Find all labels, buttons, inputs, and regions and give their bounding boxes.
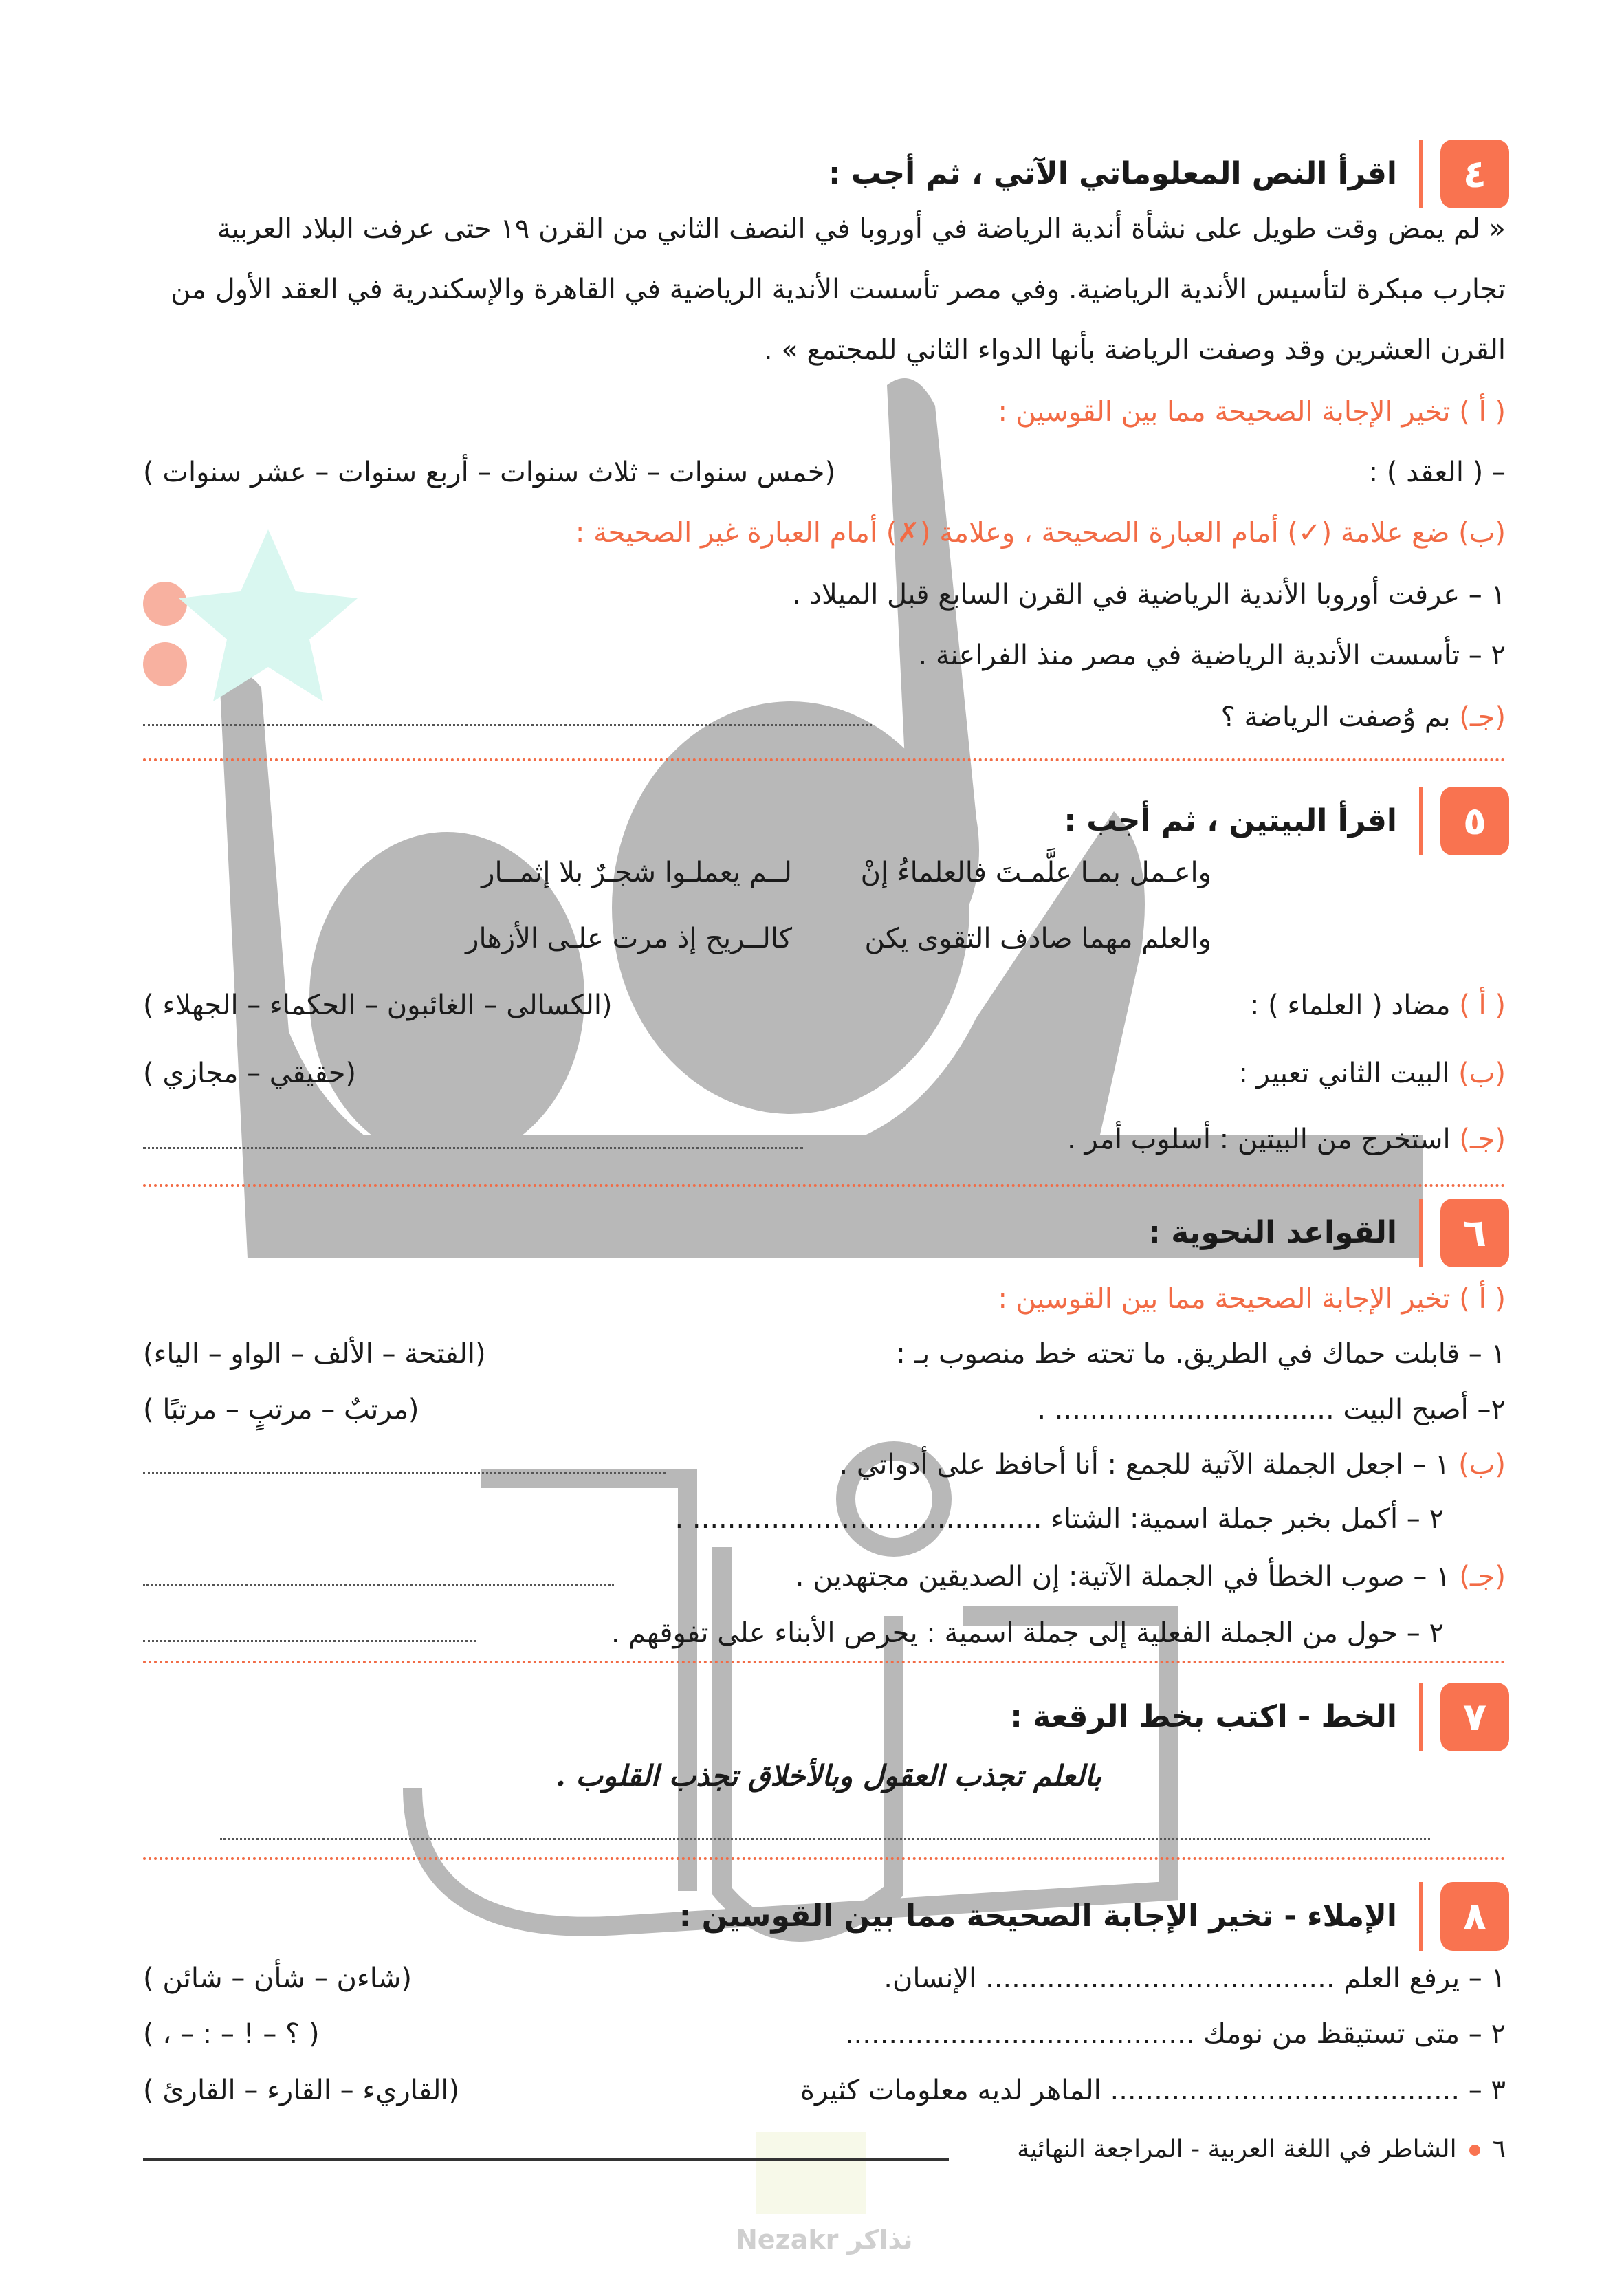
question-b2: ٢ – أكمل بخبر جملة اسمية: الشتاء ........................................ . [674,1503,1444,1535]
answer-line[interactable] [143,1147,803,1149]
footer-rule [143,2158,949,2161]
paragraph-line: القرن العشرين وقد وصفت الرياضة بأنها الدواء الثاني للمجتمع » . [763,334,1506,366]
verse-1-second-half: لــم يعملـوا شجـرٌ بلا إثمــار [481,857,792,888]
answer-options: (حقيقي – مجازي ) [143,1058,357,1089]
page-footer [1017,2128,1506,2172]
question-c2: ٢ – حول من الجملة الفعلية إلى جملة اسمية : يحرص الأبناء على تفوقهم . [611,1617,1444,1649]
question-marker: (ب) [1458,1449,1506,1480]
answer-options: (القاريء – القارء – القارئ ) [143,2075,460,2106]
section-title: اقرأ البيتين ، ثم أجب : [1064,803,1397,838]
section-title: اقرأ النص المعلوماتي الآتي ، ثم أجب : [828,156,1397,191]
answer-options: (خمس سنوات – ثلاث سنوات – أربع سنوات – عشر سنوات ) [143,457,836,488]
divider-bar [1419,140,1423,208]
answer-options: (شاءن – شأن – شائن ) [143,1963,413,1994]
answer-line[interactable] [143,1640,476,1642]
question-c [1067,1117,1506,1161]
question-a [1250,983,1506,1027]
answer-options: (الفتحة – الألف – الواو – الياء) [143,1338,486,1370]
question-3: ٣ – ........................................ الماهر لديه معلومات كثيرة [800,2075,1506,2106]
question-marker: (ب) [1458,1058,1506,1089]
answer-line[interactable] [143,1472,666,1474]
question-marker: (جـ) [1459,701,1506,733]
question-number-badge: ٧ [1440,1683,1509,1751]
instruction-a: ( أ ) تخير الإجابة الصحيحة مما بين القوسين : [998,396,1506,428]
answer-options: ( ؟ – ! – : – ، ) [143,2018,320,2050]
question-number-badge: ٤ [1440,140,1509,208]
question-text: ١ – اجعل الجملة الآتية للجمع : أنا أحافظ على أدواتي . [839,1449,1450,1480]
paragraph-line: « لم يمض وقت طويل على نشأة أندية الرياضة في أوروبا في النصف الثاني من القرن ١٩ حتى عرفت البلاد العربية [217,213,1506,245]
question-a2: ٢– أصبح البيت ................................ . [1037,1394,1506,1425]
question-a1: ١ – قابلت حماك في الطريق. ما تحته خط منصوب بـ : [896,1338,1506,1370]
divider-bar [1419,1199,1423,1267]
answer-options: (الكسالى – الغائبون – الحكماء – الجهلاء ) [143,990,613,1021]
question-text: ١ – صوب الخطأ في الجملة الآتية: إن الصديقين مجتهدين . [795,1561,1451,1593]
question-text: استخرج من البيتين : أسلوب أمر . [1067,1124,1451,1155]
question-marker: (جـ) [1459,1561,1506,1593]
section-separator [143,1857,1506,1860]
verse-1-first-half: واعـمل بمـا علَّمـتَ فالعلماءُ إنْ [860,857,1211,888]
question-marker: (جـ) [1459,1124,1506,1155]
divider-bar [1419,1882,1423,1951]
section-separator [143,1661,1506,1663]
verse-2-first-half: والعلم مهما صادف التقوى يكن [864,923,1211,954]
instruction-a: ( أ ) تخير الإجابة الصحيحة مما بين القوسين : [998,1283,1506,1315]
question-text: مضاد ( العلماء ) : [1249,990,1451,1021]
question-b1 [839,1443,1506,1487]
instruction-b: (ب) ضع علامة (✓) أمام العبارة الصحيحة ، وعلامة (✗) أمام العبارة غير الصحيحة : [575,517,1506,549]
site-watermark-logo: Nezakr نذاكر [736,2224,913,2255]
question-number-badge: ٥ [1440,787,1509,855]
bullet-dot-icon [1469,2145,1480,2156]
ruqaa-sentence: بالعلم تجذب العقول وبالأخلاق تجذب القلوب . [556,1759,1101,1793]
question-c1 [795,1555,1506,1599]
section-title: الإملاء - تخير الإجابة الصحيحة مما بين القوسين : [679,1899,1397,1934]
section-separator [143,758,1506,761]
paragraph-line: تجارب مبكرة لتأسيس الأندية الرياضية. وفي مصر تأسست الأندية الرياضية في القاهرة والإسكندرية في العقد الأول من [171,274,1506,305]
verse-2-second-half: كالــريح إذ مرت علـى الأزهار [465,923,792,954]
question-b [1238,1051,1506,1095]
answer-line[interactable] [143,724,872,726]
book-title: الشاطر في اللغة العربية - المراجعة النهائية [1017,2135,1457,2163]
divider-bar [1419,1683,1423,1751]
divider-bar [1419,787,1423,855]
statement-1: ١ – عرفت أوروبا الأندية الرياضية في القرن السابع قبل الميلاد . [791,579,1506,611]
question-c [1221,695,1506,739]
writing-line[interactable] [220,1838,1430,1840]
question-1: ١ – يرفع العلم ........................................ الإنسان. [884,1963,1506,1994]
question-text: البيت الثاني تعبير : [1238,1058,1450,1089]
question-2: ٢ – متى تستيقظ من نومك ........................................ [844,2018,1506,2050]
question-text: بم وُصفت الرياضة ؟ [1220,701,1451,733]
question-number-badge: ٦ [1440,1199,1509,1267]
answer-line[interactable] [143,1584,614,1586]
page-number: ٦ [1492,2135,1506,2163]
answer-options: (مرتبٌ – مرتبٍ – مرتبًا ) [143,1394,419,1425]
statement-2: ٢ – تأسست الأندية الرياضية في مصر منذ الفراعنة . [918,639,1506,671]
question-marker: ( أ ) [1459,990,1506,1021]
section-title: الخط - اكتب بخط الرقعة : [1010,1699,1397,1734]
question-text: – ( العقد ) : [1368,457,1506,488]
section-separator [143,1184,1506,1187]
section-title: القواعد النحوية : [1148,1215,1397,1250]
question-number-badge: ٨ [1440,1882,1509,1951]
